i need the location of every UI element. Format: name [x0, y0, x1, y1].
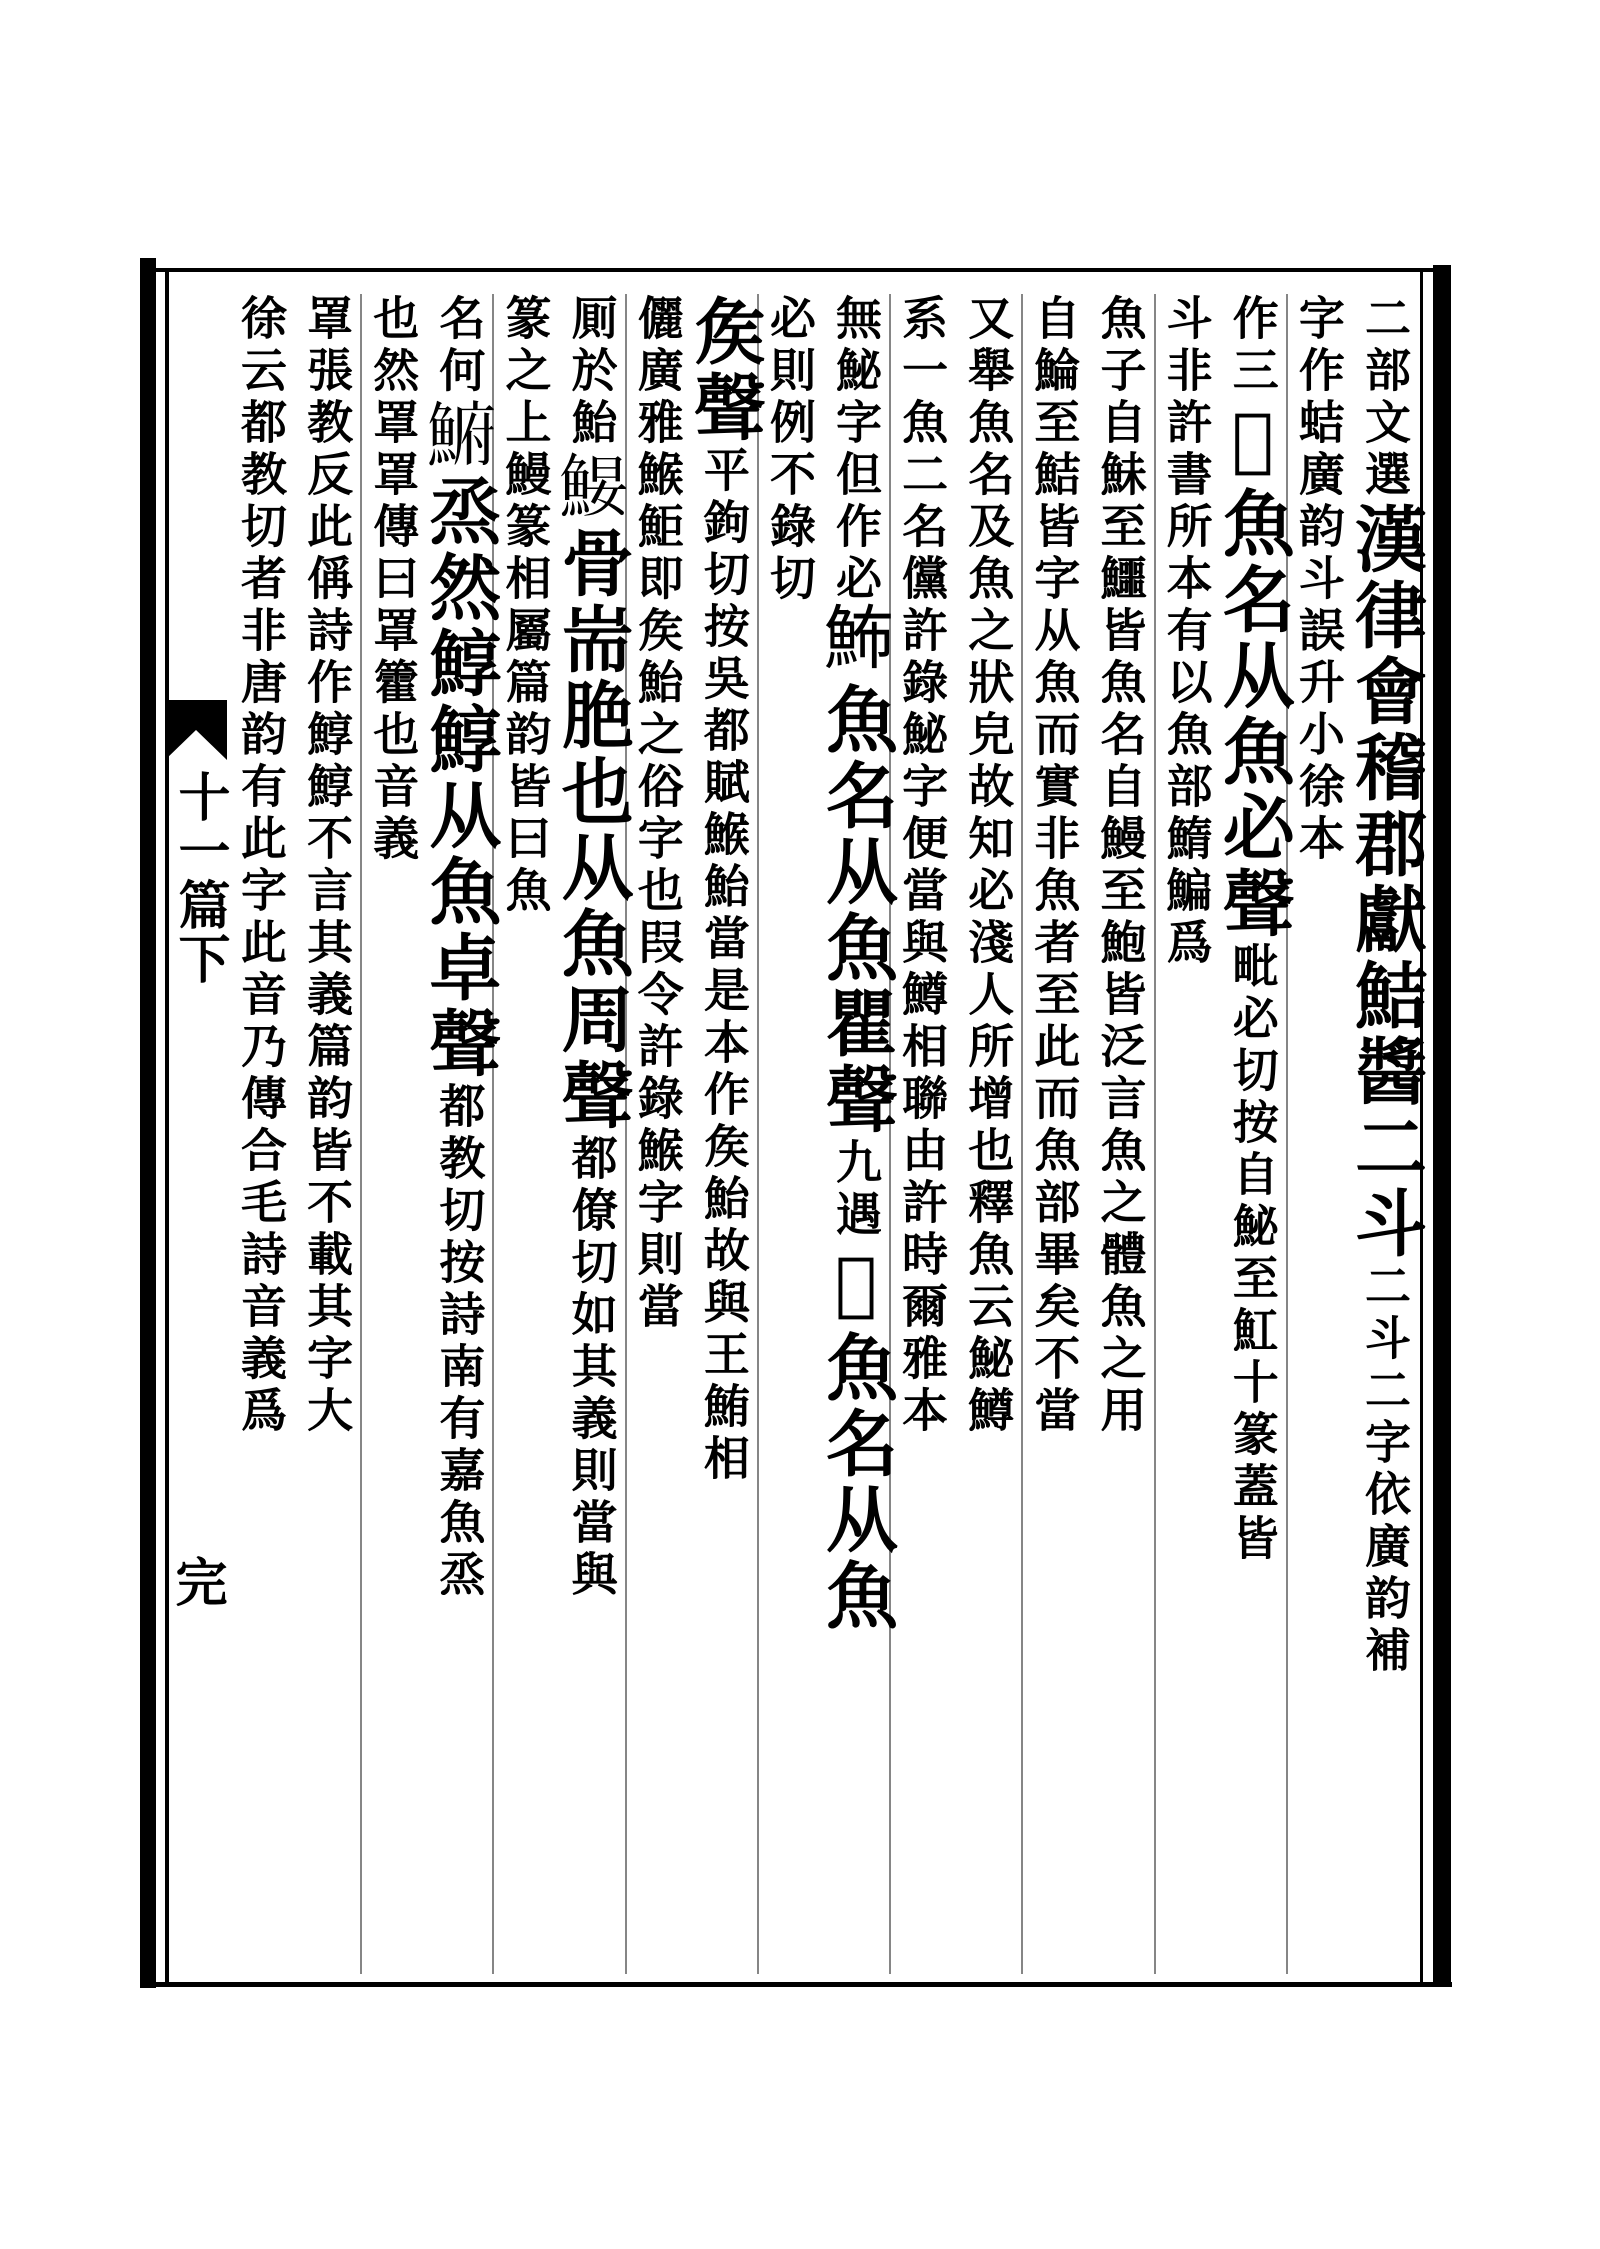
text-column [298, 294, 356, 1974]
headword-text: 骨耑脃也从魚周聲 [549, 526, 635, 1134]
headword-text: 漢律會稽郡獻鮚醬二斗 [1342, 502, 1428, 1262]
text-column [232, 294, 290, 1974]
text-column [814, 294, 900, 1974]
commentary-text: 斗 [1159, 294, 1214, 346]
seal-script-glyph: 𩸅 [418, 398, 501, 474]
headword-text: 魚名从魚 [814, 1330, 900, 1634]
frame-left-border [140, 258, 156, 1988]
text-column [681, 294, 767, 1974]
commentary-text: 廣韵斗誤升小徐本 [1291, 450, 1346, 866]
commentary-text: 切 [762, 554, 817, 606]
commentary-text: 無鮅字但作必 [829, 294, 884, 606]
commentary-text: 非許書所本有以魚部鰖鯿爲 [1159, 346, 1214, 970]
frame-right-border [1433, 265, 1451, 1987]
margin-section-label: 十一篇下 [169, 770, 230, 986]
column-divider [360, 294, 362, 1974]
text-column [497, 294, 555, 1974]
commentary-text: 毗必切按自鮅至魟十篆蓋皆 [1225, 942, 1280, 1566]
text-column [417, 294, 503, 1974]
commentary-text: 又舉魚名及魚之狀皃故知必淺人所增也釋魚云鮅鱒 [961, 294, 1016, 1438]
commentary-text: 作三 [1225, 294, 1280, 398]
commentary-text: 魚子自鮇至鱷皆魚名自鰻至鮑皆泛言魚之體魚之用 [1093, 294, 1148, 1438]
column-divider [1154, 294, 1156, 1974]
text-column [893, 294, 951, 1974]
frame-left-inner-border [165, 268, 169, 1986]
commentary-text: 也 [366, 294, 421, 346]
text-column [1210, 294, 1296, 1974]
seal-script-glyph: 𩵉 [1211, 398, 1294, 486]
commentary-text: 罩張教反此偁詩作鯙鯙不言其義篇韵皆不載其字大 [300, 294, 355, 1438]
text-column [1025, 294, 1083, 1974]
text-column [1158, 294, 1216, 1974]
commentary-text: 系一魚二名儻許錄鮅字便當與鱒相聯由許時爾雅本 [895, 294, 950, 1438]
seal-script-glyph: 𩶍 [815, 1242, 898, 1330]
text-column [959, 294, 1017, 1974]
text-column [364, 294, 422, 1974]
commentary-text: 都教切按詩南有嘉魚烝 [432, 1082, 487, 1602]
commentary-text: 二部文選 [1357, 294, 1412, 502]
text-column [1092, 294, 1150, 1974]
commentary-text: 字作蛣 [1291, 294, 1346, 450]
commentary-text: 平鉤切按吳都賦鯸鮐當是本作矦鮐故與王鮪相 [696, 446, 751, 1486]
text-column [761, 294, 819, 1974]
text-column [1290, 294, 1348, 1974]
headword-text: 魚名从魚必聲 [1210, 486, 1296, 942]
text-column [1342, 294, 1428, 1974]
commentary-text: 徐云都教切者非唐韵有此字此音乃傳合毛詩音義爲 [234, 294, 289, 1438]
commentary-text: 自鯩至鮚皆字从魚而實非魚者至此而魚部畢矣不當 [1027, 294, 1082, 1438]
column-divider [1021, 294, 1023, 1974]
text-column [549, 294, 635, 1974]
commentary-text: 厠於鮐 [564, 294, 619, 450]
commentary-text: 名何 [432, 294, 487, 398]
main-text-block [228, 272, 1428, 1980]
headword-text: 烝然鯙鯙从魚卓聲 [417, 474, 503, 1082]
commentary-text: 儷廣雅鯸鮔即矦鮐之俗字也叚令許錄鯸字則當 [630, 294, 685, 1334]
commentary-text: 篆之上 [498, 294, 553, 450]
commentary-text: 然罩罩傳曰罩籗也音義 [366, 346, 421, 866]
commentary-text: 都僚切如其義則當與 [564, 1134, 619, 1602]
fish-tail-mark-icon [165, 700, 227, 760]
margin-page-label: 完 [166, 1555, 227, 1607]
seal-script-glyph: 𩶉 [815, 606, 898, 682]
headword-text: 矦聲 [681, 294, 767, 446]
headword-text: 魚名从魚瞿聲 [814, 682, 900, 1138]
commentary-text: 必則例不錄 [762, 294, 817, 554]
frame-bottom-border [140, 1982, 1452, 1987]
seal-script-glyph: 𩷑 [550, 450, 633, 526]
commentary-text: 鰻篆相屬篇韵皆曰魚 [498, 450, 553, 918]
column-divider [757, 294, 759, 1974]
commentary-text: 二斗二字依廣韵補 [1357, 1262, 1412, 1678]
text-column [629, 294, 687, 1974]
commentary-text: 九遇 [829, 1138, 884, 1242]
